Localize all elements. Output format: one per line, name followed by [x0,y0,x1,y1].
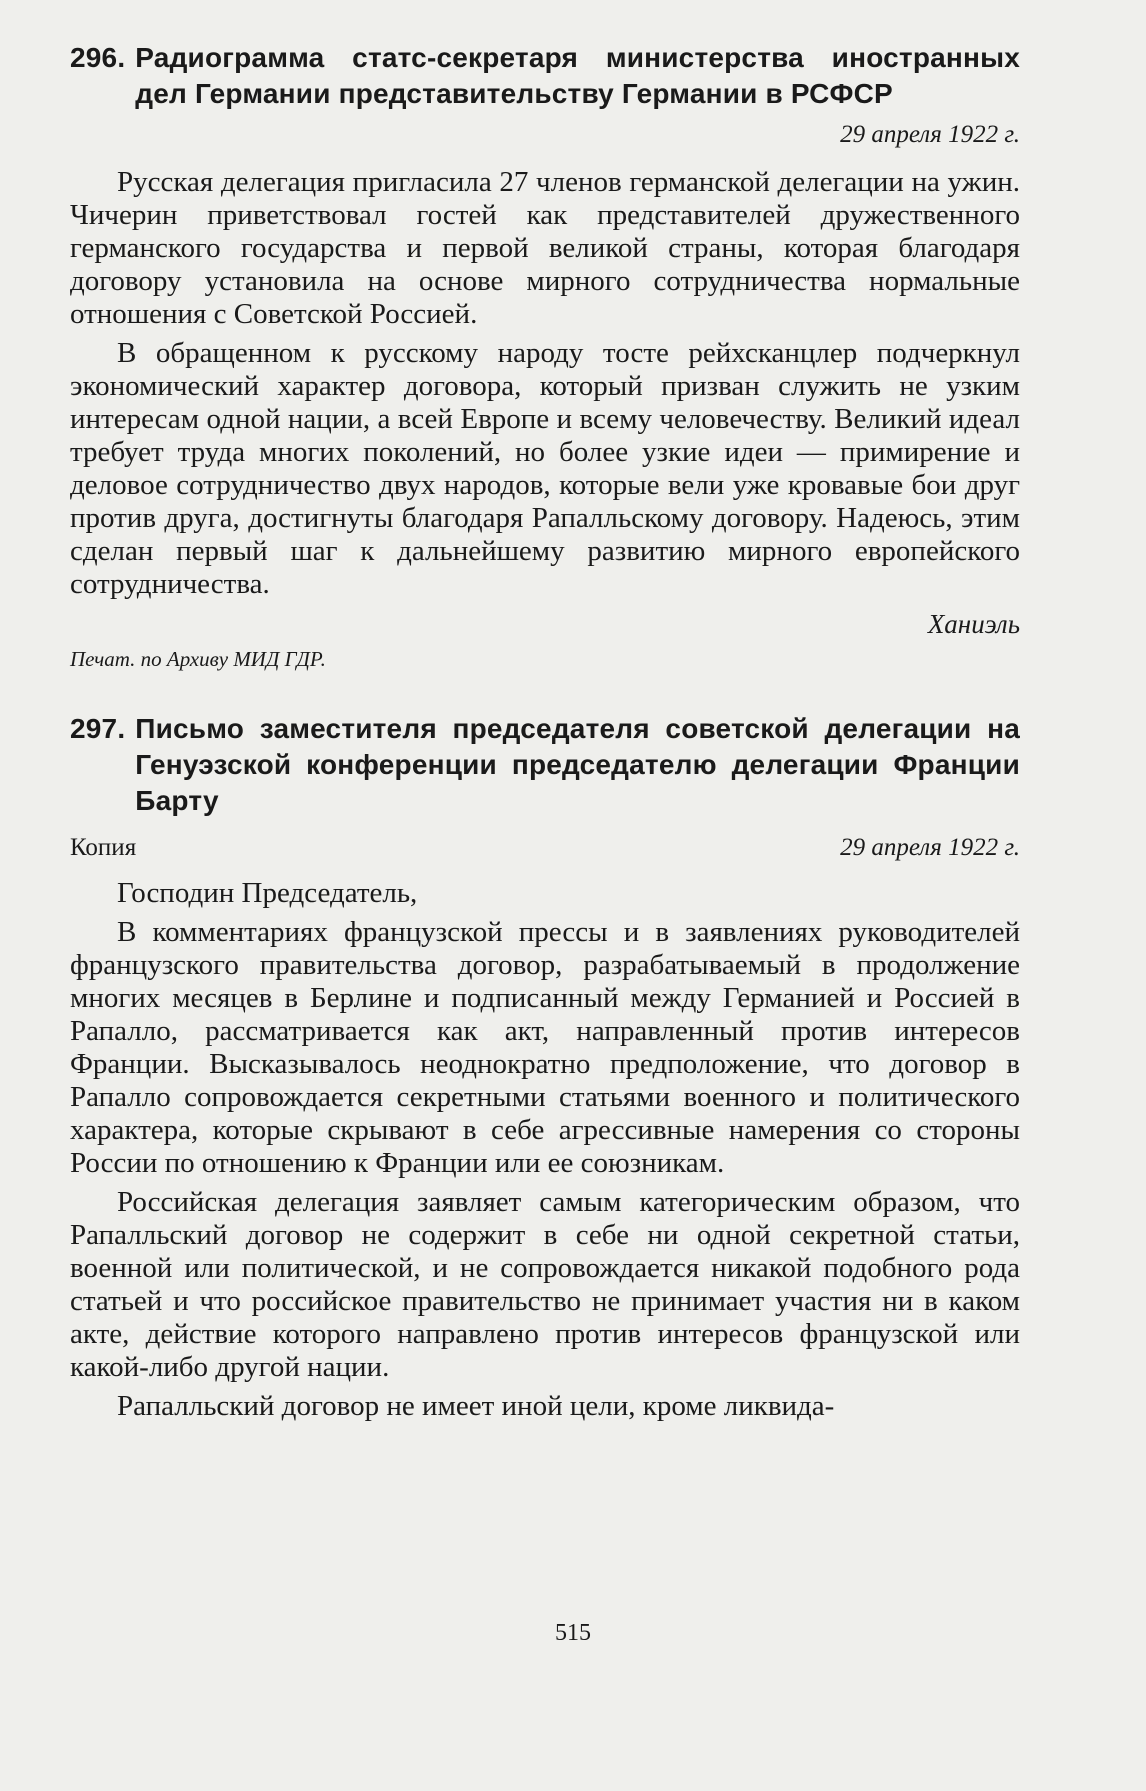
document-296-date: 29 апреля 1922 г. [840,121,1020,148]
document-page [70,40,1020,1423]
document-297-paragraph-3: Рапалльский договор не имеет иной цели, кроме ликвида- [117,1390,835,1422]
document-296-dateline [70,118,1020,152]
document-296-title: Радиограмма статс-секретаря министерства иностранных дел Германии представительству Германии в РСФСР [135,42,1020,109]
page-number: 515 [555,1620,591,1646]
document-297-paragraph-2: Российская делегация заявляет самым категорическим образом, что Рапалльский договор не содержит в себе ни одной секретной статьи, военной или политической, и не сопровождается никакой подобного рода статьей и что российское правительство не принимает участия ни в каком акте, действие которого направлено против интересов французской или какой-либо другой нации. [70,1186,1020,1383]
document-296-source-note: Печат. по Архиву МИД ГДР. [70,647,326,671]
document-297-dateline [70,831,1020,865]
document-296-paragraph-2: В обращенном к русскому народу тосте рейхсканцлер подчеркнул экономический характер договора, который призван служить не узким интересам одной нации, а всей Европе и всему человечеству. Великий идеал требует труда многих поколений, но более узкие идеи — примирение и деловое сотрудничество двух народов, которые вели уже кровавые бои друг против друга, достигнуты благодаря Рапалльскому договору. Надеюсь, этим сделан первый шаг к дальнейшему развитию мирного европейского сотрудничества. [70,337,1020,600]
document-296-paragraph-1: Русская делегация пригласила 27 членов германской делегации на ужин. Чичерин приветствовал гостей как представителей дружественного германского государства и первой великой страны, которая благодаря договору установила на основе мирного сотрудничества нормальные отношения с Советской Россией. [70,166,1020,330]
document-297-paragraph-1: В комментариях французской прессы и в заявлениях руководителей французского правительства договор, разрабатываемый в продолжение многих месяцев в Берлине и подписанный между Германией и Россией в Рапалло, рассматривается как акт, направленный против интересов Франции. Высказывалось неоднократно предположение, что договор в Рапалло сопровождается секретными статьями военного и политического характера, которые скрывают в себе агрессивные намерения со стороны России по отношению к Франции или ее союзникам. [70,916,1020,1179]
document-297-date: 29 апреля 1922 г. [840,834,1020,861]
document-296 [70,40,1020,673]
document-297-salutation: Господин Председатель, [117,877,418,909]
document-297-copy-label: Копия [70,834,137,861]
document-296-heading [70,40,1020,112]
document-297-heading [70,711,1020,819]
document-296-signature: Ханиэль [927,609,1020,639]
document-297-title: Письмо заместителя председателя советской делегации на Генуэзской конференции председателю делегации Франции Барту [135,713,1020,816]
document-297 [70,711,1020,1423]
document-297-number: 297. [70,713,126,744]
document-296-number: 296. [70,42,126,73]
